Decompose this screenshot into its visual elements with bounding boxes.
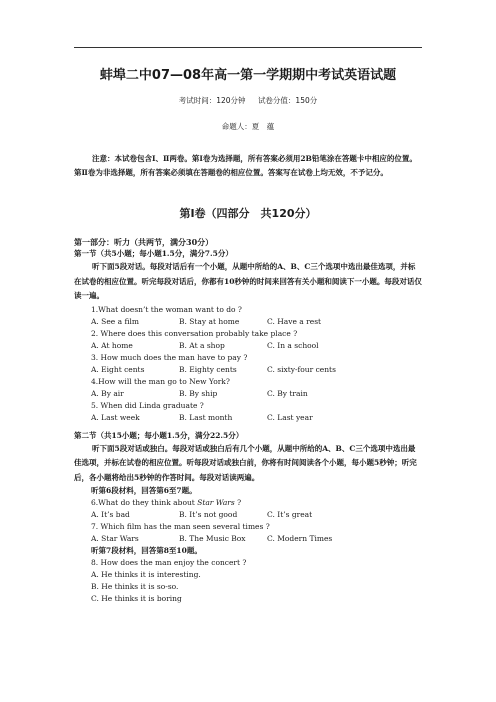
option-b: B. Stay at home bbox=[179, 316, 240, 326]
exam-meta bbox=[0, 95, 496, 106]
option-c: C. sixty-four cents bbox=[267, 364, 336, 374]
options-3 bbox=[74, 364, 422, 376]
option-c: C. Have a rest bbox=[267, 316, 322, 326]
exam-time: 考试时间：120分钟 bbox=[178, 96, 246, 105]
option-a: A. By air bbox=[91, 388, 124, 398]
option-a: A. See a film bbox=[91, 316, 139, 326]
listening-section bbox=[74, 236, 422, 605]
option-b: B. By ship bbox=[179, 388, 218, 398]
option-c: C. It’s great bbox=[267, 510, 313, 519]
question-2: 2. Where does this conversation probably take place ? bbox=[91, 328, 298, 338]
option-b: B. Eighty cents bbox=[179, 364, 237, 374]
exam-score: 试卷分值：150分 bbox=[257, 96, 318, 105]
option-a: A. He thinks it is interesting. bbox=[91, 570, 201, 579]
film-title: Star Wars bbox=[197, 498, 235, 507]
option-a: A. At home bbox=[91, 340, 133, 350]
option-a: A. Star Wars bbox=[91, 534, 139, 543]
option-b: B. At a shop bbox=[179, 340, 225, 350]
header-rule bbox=[74, 47, 422, 48]
material-lead-7: 听第7段材料，回答第8至10题。 bbox=[91, 546, 202, 555]
question-8: 8. How does the man enjoy the concert ? bbox=[91, 558, 247, 567]
option-a: A. Last week bbox=[91, 412, 140, 422]
instructions-1: 听下面5段对话。每段对话后有一个小题，从题中所给的A、B、C三个选项中选出最佳选项，并标在试卷的相应位置。听完每段对话后，你都有10秒钟的时间来回答有关小题和阅读下一小题。每段对话仅读一遍。 bbox=[74, 262, 422, 300]
option-c: C. In a school bbox=[267, 340, 319, 350]
options-6 bbox=[74, 509, 422, 521]
subsection-heading-1: 第一节（共5小题；每小题1.5分，满分7.5分） bbox=[74, 249, 233, 258]
instructions-2: 听下面5段对话或独白。每段对话或独白后有几个小题，从题中所给的A、B、C三个选项中选出最佳选项，并标在试卷的相应位置。听每段对话或独白前，你将有时间阅读各个小题，每小题5秒钟；听完后，各小题将给出5秒钟的作答时间。每段对话读两遍。 bbox=[74, 443, 417, 482]
option-b: B. Last month bbox=[179, 412, 233, 422]
options-1 bbox=[74, 316, 422, 328]
options-5 bbox=[74, 412, 422, 424]
option-c: C. He thinks it is boring bbox=[91, 594, 182, 603]
question-7: 7. Which film has the man seen several times ? bbox=[91, 522, 270, 531]
options-7 bbox=[74, 533, 422, 545]
exam-author: 命题人：夏 蕴 bbox=[221, 122, 275, 131]
question-5: 5. When did Linda graduate ? bbox=[91, 400, 204, 410]
material-lead-6: 听第6段材料，回答第6至7题。 bbox=[91, 486, 197, 495]
part-title: 第Ⅰ卷（四部分 共120分） bbox=[179, 207, 317, 220]
subsection-heading-2: 第二节（共15小题；每小题1.5分，满分22.5分） bbox=[74, 430, 244, 440]
question-6-end: ? bbox=[234, 498, 242, 507]
option-c: C. Last year bbox=[267, 412, 313, 422]
question-1: 1.What doesn’t the woman want to do ? bbox=[91, 304, 242, 314]
option-c: C. Modern Times bbox=[267, 534, 333, 543]
option-b: B. The Music Box bbox=[179, 534, 246, 543]
question-6-text: 6.What do they think about bbox=[91, 498, 198, 507]
option-a: A. It’s bad bbox=[91, 510, 130, 519]
options-4 bbox=[74, 388, 422, 400]
exam-note: 注意：本试卷包含Ⅰ、Ⅱ两卷。第Ⅰ卷为选择题，所有答案必须用2B铅笔涂在答题卡中相应的位置。第Ⅱ卷为非选择题，所有答案必须填在答题卷的相应位置。答案写在试卷上均无效，不予记分。 bbox=[74, 154, 417, 177]
options-2 bbox=[74, 340, 422, 352]
exam-title: 蚌埠二中07—08年高一第一学期期中考试英语试题 bbox=[99, 68, 397, 83]
option-b: B. He thinks it is so-so. bbox=[91, 582, 179, 591]
option-b: B. It’s not good bbox=[179, 510, 238, 519]
question-4: 4.How will the man go to New York? bbox=[91, 376, 230, 386]
question-3: 3. How much does the man have to pay ? bbox=[91, 352, 248, 362]
option-c: C. By train bbox=[267, 388, 308, 398]
section-heading: 第一部分：听力（共两节，满分30分） bbox=[74, 237, 214, 247]
option-a: A. Eight cents bbox=[91, 364, 145, 374]
question-6 bbox=[74, 497, 422, 509]
